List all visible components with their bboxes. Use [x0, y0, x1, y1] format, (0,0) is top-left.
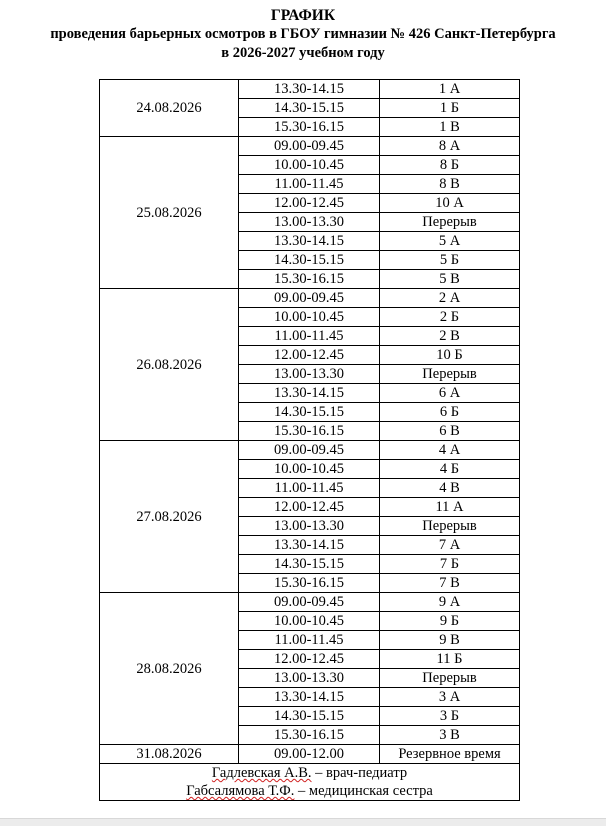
- class-cell: Перерыв: [380, 213, 520, 232]
- date-cell: 27.08.2026: [100, 441, 239, 593]
- time-cell: 13.30-14.15: [239, 80, 380, 99]
- class-cell: 3 А: [380, 688, 520, 707]
- class-cell: 8 Б: [380, 156, 520, 175]
- schedule-row: [100, 80, 520, 99]
- time-cell: 11.00-11.45: [239, 327, 380, 346]
- time-cell: 15.30-16.15: [239, 422, 380, 441]
- class-cell: 11 А: [380, 498, 520, 517]
- class-cell: Перерыв: [380, 669, 520, 688]
- schedule-row: [100, 137, 520, 156]
- staff-name: Гадлевская А.В.: [211, 765, 312, 781]
- signature-line: [100, 782, 519, 800]
- class-cell: 11 Б: [380, 650, 520, 669]
- class-cell: 6 Б: [380, 403, 520, 422]
- date-cell: 31.08.2026: [100, 745, 239, 764]
- time-cell: 10.00-10.45: [239, 308, 380, 327]
- class-cell: 6 А: [380, 384, 520, 403]
- class-cell: 7 А: [380, 536, 520, 555]
- class-cell: Перерыв: [380, 517, 520, 536]
- time-cell: 09.00-09.45: [239, 289, 380, 308]
- time-cell: 13.30-14.15: [239, 384, 380, 403]
- time-cell: 11.00-11.45: [239, 479, 380, 498]
- time-cell: 11.00-11.45: [239, 631, 380, 650]
- document-header: [0, 6, 606, 63]
- class-cell: 6 В: [380, 422, 520, 441]
- time-cell: 15.30-16.15: [239, 270, 380, 289]
- schedule-row: [100, 593, 520, 612]
- document-year: в 2026-2027 учебном году: [221, 45, 385, 61]
- date-cell: 24.08.2026: [100, 80, 239, 137]
- class-cell: 7 В: [380, 574, 520, 593]
- time-cell: 14.30-15.15: [239, 251, 380, 270]
- date-cell: 28.08.2026: [100, 593, 239, 745]
- time-cell: 10.00-10.45: [239, 460, 380, 479]
- staff-role: – врач-педиатр: [311, 765, 408, 781]
- time-cell: 14.30-15.15: [239, 707, 380, 726]
- document-subtitle: проведения барьерных осмотров в ГБОУ гимназии № 426 Санкт-Петербурга: [50, 26, 556, 42]
- time-cell: 15.30-16.15: [239, 574, 380, 593]
- time-cell: 12.00-12.45: [239, 346, 380, 365]
- time-cell: 10.00-10.45: [239, 612, 380, 631]
- time-cell: 12.00-12.45: [239, 194, 380, 213]
- class-cell: 1 В: [380, 118, 520, 137]
- time-cell: 15.30-16.15: [239, 118, 380, 137]
- time-cell: 09.00-12.00: [239, 745, 380, 764]
- time-cell: 13.30-14.15: [239, 536, 380, 555]
- time-cell: 13.00-13.30: [239, 365, 380, 384]
- time-cell: 15.30-16.15: [239, 726, 380, 745]
- schedule-row: [100, 289, 520, 308]
- time-cell: 09.00-09.45: [239, 441, 380, 460]
- schedule-table: [99, 79, 520, 801]
- time-cell: 11.00-11.45: [239, 175, 380, 194]
- time-cell: 13.00-13.30: [239, 517, 380, 536]
- class-cell: 4 В: [380, 479, 520, 498]
- signature-cell: [100, 764, 520, 801]
- class-cell: 2 Б: [380, 308, 520, 327]
- staff-name: Габсалямова Т.Ф.: [186, 783, 295, 799]
- class-cell: 5 В: [380, 270, 520, 289]
- class-cell: 4 А: [380, 441, 520, 460]
- class-cell: 9 В: [380, 631, 520, 650]
- schedule-body: [100, 80, 520, 801]
- class-cell: 8 В: [380, 175, 520, 194]
- class-cell: 2 В: [380, 327, 520, 346]
- time-cell: 13.30-14.15: [239, 688, 380, 707]
- time-cell: 14.30-15.15: [239, 403, 380, 422]
- class-cell: Перерыв: [380, 365, 520, 384]
- class-cell: 2 А: [380, 289, 520, 308]
- class-cell: 8 А: [380, 137, 520, 156]
- class-cell: 1 А: [380, 80, 520, 99]
- class-cell: 5 Б: [380, 251, 520, 270]
- signature-row: [100, 764, 520, 801]
- time-cell: 13.00-13.30: [239, 213, 380, 232]
- class-cell: 9 А: [380, 593, 520, 612]
- signature-line: [100, 764, 519, 782]
- schedule-row: [100, 745, 520, 764]
- class-cell: 5 А: [380, 232, 520, 251]
- class-cell: 4 Б: [380, 460, 520, 479]
- class-cell: 9 Б: [380, 612, 520, 631]
- class-cell: Резервное время: [380, 745, 520, 764]
- date-cell: 26.08.2026: [100, 289, 239, 441]
- time-cell: 09.00-09.45: [239, 593, 380, 612]
- time-cell: 13.00-13.30: [239, 669, 380, 688]
- class-cell: 7 Б: [380, 555, 520, 574]
- time-cell: 12.00-12.45: [239, 498, 380, 517]
- class-cell: 3 Б: [380, 707, 520, 726]
- schedule-row: [100, 441, 520, 460]
- class-cell: 10 А: [380, 194, 520, 213]
- date-cell: 25.08.2026: [100, 137, 239, 289]
- class-cell: 1 Б: [380, 99, 520, 118]
- class-cell: 10 Б: [380, 346, 520, 365]
- time-cell: 14.30-15.15: [239, 99, 380, 118]
- time-cell: 10.00-10.45: [239, 156, 380, 175]
- time-cell: 12.00-12.45: [239, 650, 380, 669]
- time-cell: 14.30-15.15: [239, 555, 380, 574]
- staff-role: – медицинская сестра: [294, 783, 433, 799]
- time-cell: 09.00-09.45: [239, 137, 380, 156]
- document-title: ГРАФИК: [270, 7, 336, 24]
- class-cell: 3 В: [380, 726, 520, 745]
- time-cell: 13.30-14.15: [239, 232, 380, 251]
